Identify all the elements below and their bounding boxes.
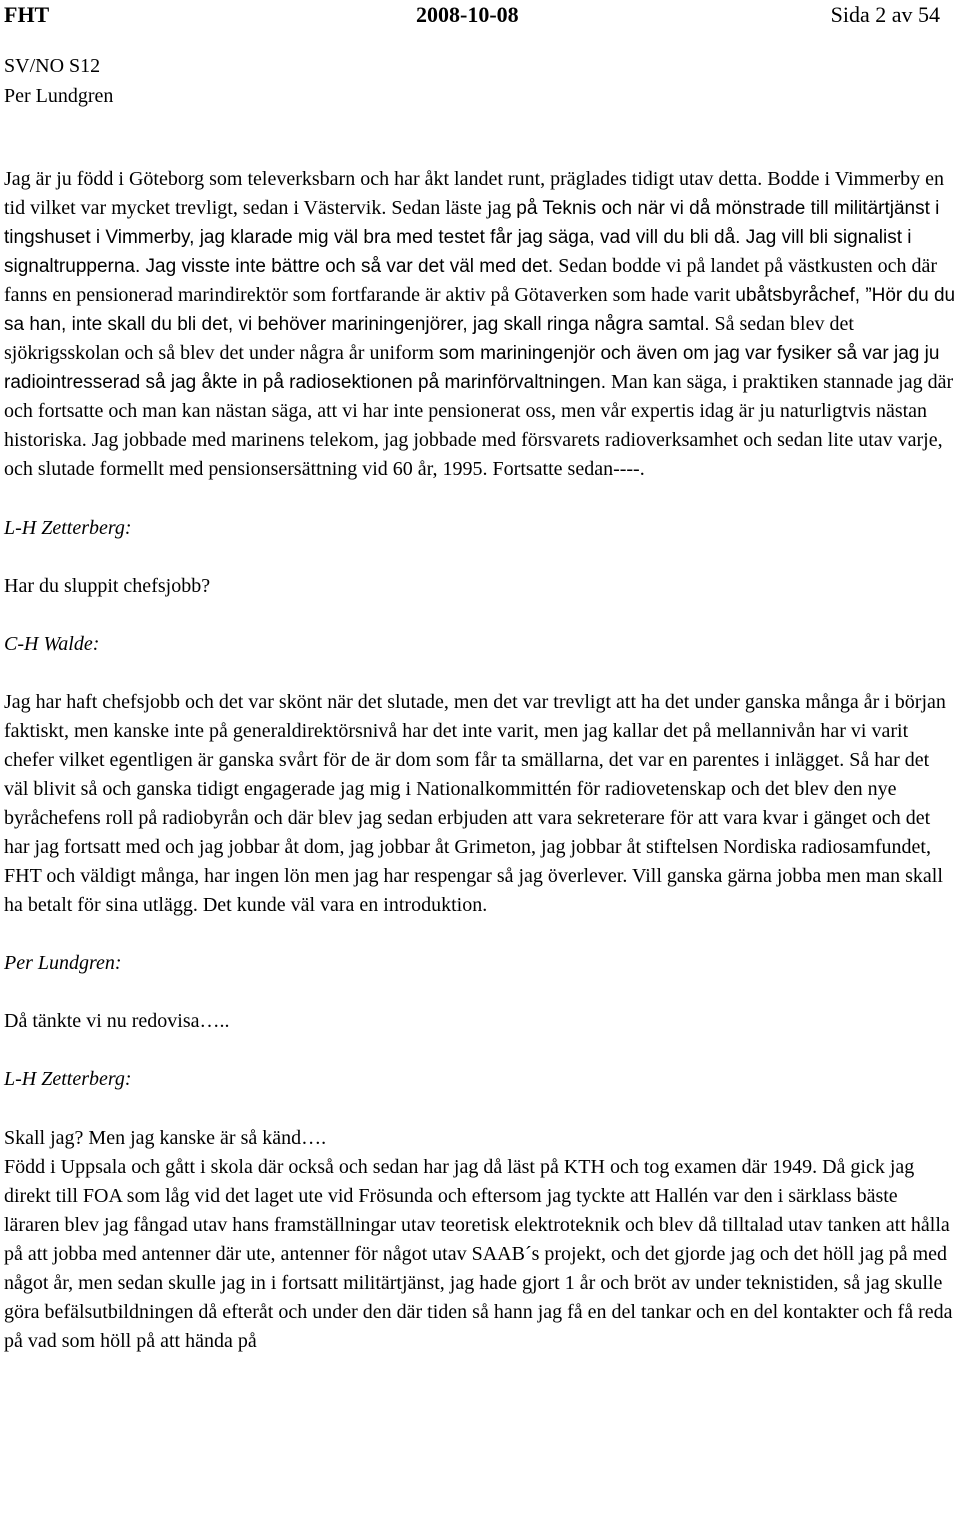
speaker-label: Per Lundgren: — [4, 952, 122, 975]
paragraph-intro-part-d: ubåtsbyråchef, ”Hör du du sa han, inte skall du bli det, vi behöver mariningenjörer, jag skall ringa några samtal. — [4, 285, 956, 336]
answer-paragraph: Jag har haft chefsjobb och det var skönt när det slutade, men det var trevligt att ha det under ganska många år i början faktiskt, men kanske inte på generaldirektörsnivå har det inte varit, men jag kallar det på mellannivån har vi varit chefer vilket egentligen är ganska svårt för de är dom som får ta smällarna, det var en parentes i inlägget. Så har det väl blivit så och ganska tidigt engagerade jag mig i Nationalkommittén för radiovetenskap och det blev den nye byråchefens roll på radiobyrån och där blev jag sedan erbjuden att vara sekreterare för att vara kvar i gänget och det har jag fortsatt med och jag jobbar åt dom, jag jobbar åt Grimeton, jag jobbar åt stiftelsen Nordiska radiosamfundet, FHT och väldigt många, har ingen lön men jag har respengar så jag överlever. Vill ganska gärna jobba men man skall ha betalt för sina utlägg. Det kunde väl vara en introduktion. — [4, 690, 946, 917]
document-code: SV/NO S12 — [4, 55, 101, 77]
paragraph-intro-part-f: som mariningenjör och även om jag var fysiker så var jag ju radiointresserad så jag åkte in på radiosektionen på marinförvaltningen. — [4, 343, 940, 394]
paragraph-intro-part-c: Sedan bodde vi på landet på västkusten och där fanns en pensionerad marindirektör som fortfarande är aktiv på Götaverken som hade varit — [4, 255, 937, 307]
transcript-body — [4, 165, 956, 1356]
question-text: Då tänkte vi nu redovisa….. — [4, 1010, 230, 1033]
paragraph-intro-part-b: på Teknis och när vi då mönstrade till militärtjänst i tingshuset i Vimmerby, jag klarade mig väl bra med testet får jag säga, vad vill du bli då. Jag vill bli signalist i signaltrupperna. Jag visste inte bättre och så var det väl med det. — [4, 198, 940, 278]
paragraph-intro-part-g: Man kan säga, i praktiken stannade jag där och fortsatte och man kan nästan säga, att vi har inte pensionerat oss, men vår expertis idag är ju naturligtvis nästan historiska. Jag jobbade med marinens telekom, jag jobbade med försvarets radioverksamhet och sedan lite utav varje, och slutade formellt med pensionsersättning vid 60 år, 1995. Fortsatte sedan----. — [4, 371, 954, 481]
paragraph-intro-part-a: Jag är ju född i Göteborg som televerksbarn och har åkt landet runt, präglades tidigt utav detta. Bodde i Vimmerby en tid vilket var mycket trevligt, sedan i Västervik. Sedan läste jag — [4, 168, 945, 220]
question-text: Har du sluppit chefsjobb? — [4, 574, 211, 597]
answer-line: Skall jag? Men jag kanske är så känd…. — [4, 1126, 327, 1149]
speaker-label: C-H Walde: — [4, 632, 100, 655]
page-number: Sida 2 av 54 — [830, 2, 940, 27]
document-date: 2008-10-08 — [416, 2, 519, 27]
page-header — [4, 0, 940, 30]
answer-paragraph: Född i Uppsala och gått i skola där också och sedan har jag då läst på KTH och tog examen där 1949. Då gick jag direkt till FOA som låg vid det laget ute vid Frösunda och eftersom jag tyckte att Hallén var den i särklass bäste läraren blev jag fångad utav hans framställningar utav teoretisk elektroteknik och blev då tilltalad utav tanken att hålla på att jobba med antenner där ute, antenner för något utav SAAB´s projekt, och det gjorde jag och det höll jag på med något år, men sedan skulle jag in i fortsatt militärtjänst, jag hade gjort 1 år och bröt av under teknistiden, så jag skulle göra befälsutbildningen då efteråt och under den där tiden så hann jag få en del tankar och en del kontakter och få reda på vad som höll på att hända på — [4, 1155, 953, 1352]
speaker-label: L-H Zetterberg: — [4, 516, 132, 539]
speaker-label: L-H Zetterberg: — [4, 1068, 132, 1091]
paragraph-intro-part-e: Så sedan blev det sjökrigsskolan och så blev det under några år uniform — [4, 313, 854, 365]
paragraph-intro — [4, 165, 956, 485]
document-title: FHT — [4, 2, 50, 27]
document-person: Per Lundgren — [4, 85, 114, 107]
